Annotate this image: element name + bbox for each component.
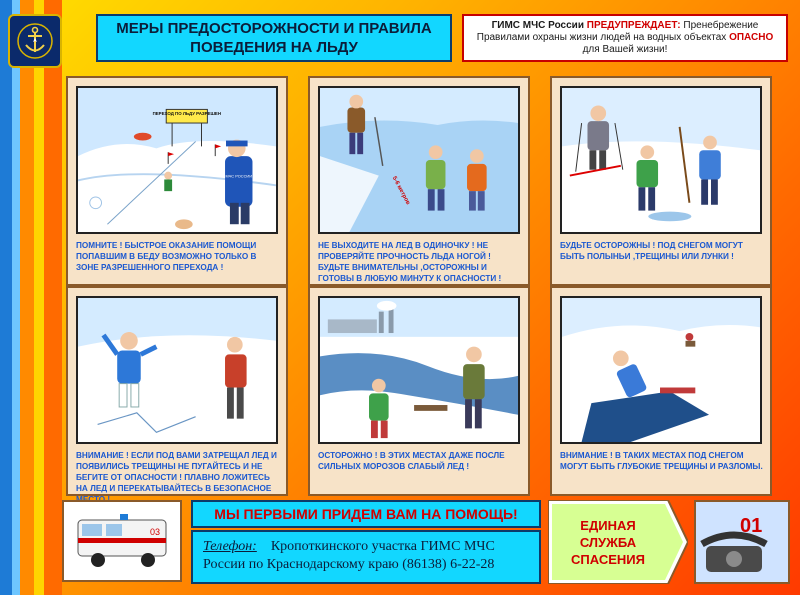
warning-org: ГИМС МЧС России <box>491 20 584 31</box>
badge-text: МЧС РОССИИ <box>225 173 253 179</box>
warning-text1: Пренебрежение Правилами охраны жизни людей на водных объектах <box>476 20 759 43</box>
phone-info <box>191 530 541 584</box>
unified-rescue-service: ЕДИНАЯ СЛУЖБА СПАСЕНИЯ <box>571 518 645 567</box>
warning-danger: ОПАСНО <box>729 32 774 43</box>
panel-caption: ОСТОРОЖНО ! В ЭТИХ МЕСТАХ ДАЖЕ ПОСЛЕ СИЛЬНЫХ МОРОЗОВ СЛАБЫЙ ЛЕД ! <box>318 451 505 471</box>
panel-snow-holes <box>550 76 772 286</box>
panel-deep-cracks <box>550 286 772 496</box>
emergency-phone-image <box>694 500 790 584</box>
panel-caption: НЕ ВЫХОДИТЕ НА ЛЕД В ОДИНОЧКУ ! НЕ ПРОВЕРЯЙТЕ ПРОЧНОСТЬ ЛЬДА НОГОЙ ! БУДЬТЕ ВНИМАТЕЛЬНЫ ,ОСТОРОЖНЫ И ГОТОВЫ В ЛЮБУЮ МИНУТУ К ОПАСНОСТИ ! <box>318 241 502 283</box>
panel-weak-ice <box>308 286 530 496</box>
sign-text: ПЕРЕХОД ПО ЛЬДУ РАЗРЕШЕН <box>152 111 222 117</box>
phone-label: Телефон: <box>203 539 257 554</box>
illustration-weak-ice <box>318 296 520 444</box>
phone-line-2: России по Краснодарскому краю (86138) 6-22-28 <box>203 557 495 572</box>
emergency-number: 01 <box>740 515 763 537</box>
ambulance-number: 03 <box>150 527 161 537</box>
stripe <box>0 0 12 595</box>
side-stripes <box>0 0 62 595</box>
panel-safe-crossing <box>66 76 288 286</box>
phone-org: Кропоткинского участка ГИМС МЧС <box>270 539 495 554</box>
poster-title-text: МЕРЫ ПРЕДОСТОРОЖНОСТИ И ПРАВИЛА ПОВЕДЕНИЯ НА ЛЬДУ <box>116 20 432 56</box>
illustration-ice-crack <box>76 296 278 444</box>
poster-title <box>96 14 452 62</box>
slogan-text: МЫ ПЕРВЫМИ ПРИДЕМ ВАМ НА ПОМОЩЬ! <box>214 506 518 522</box>
stripe <box>34 0 44 595</box>
phone-line-1 <box>203 538 531 556</box>
slogan-banner <box>191 500 541 528</box>
illustration-safe-crossing <box>76 86 278 234</box>
panel-caption: БУДЬТЕ ОСТОРОЖНЫ ! ПОД СНЕГОМ МОГУТ БЫТЬ ПОЛЫНЬИ ,ТРЕЩИНЫ ИЛИ ЛУНКИ ! <box>560 241 743 261</box>
warning-box <box>462 14 788 62</box>
panel-not-alone <box>308 76 530 286</box>
ambulance-image <box>62 500 182 582</box>
panel-caption: ПОМНИТЕ ! БЫСТРОЕ ОКАЗАНИЕ ПОМОЩИ ПОПАВШИМ В БЕДУ ВОЗМОЖНО ТОЛЬКО В ЗОНЕ РАЗРЕШЕННОГО ПЕРЕХОДА ! <box>76 241 257 272</box>
warning-text2: для Вашей жизни! <box>582 44 668 55</box>
warning-warns: ПРЕДУПРЕЖДАЕТ: <box>586 20 681 31</box>
illustration-snow-holes <box>560 86 762 234</box>
panel-caption: ВНИМАНИЕ ! В ТАКИХ МЕСТАХ ПОД СНЕГОМ МОГУТ БЫТЬ ГЛУБОКИЕ ТРЕЩИНЫ И РАЗЛОМЫ. <box>560 451 763 471</box>
panel-caption: ВНИМАНИЕ ! ЕСЛИ ПОД ВАМИ ЗАТРЕЩАЛ ЛЕД И ПОЯВИЛИСЬ ТРЕЩИНЫ НЕ ПУГАЙТЕСЬ И НЕ БЕГИТЕ ОТ ОПАСНОСТИ ! ПЛАВНО ЛОЖИТЕСЬ НА ЛЕД И ПЕРЕКАТЫВАЙТЕСЬ В БЕЗОПАСНОЕ <box>76 451 277 493</box>
anchor-emblem-icon <box>8 14 62 68</box>
stripe <box>20 0 34 595</box>
panel-ice-crack <box>66 286 288 496</box>
stripe <box>44 0 62 595</box>
illustration-deep-cracks <box>560 296 762 444</box>
distance-label: 5-6 метров <box>390 175 411 206</box>
stripe <box>12 0 20 595</box>
illustration-not-alone <box>318 86 520 234</box>
